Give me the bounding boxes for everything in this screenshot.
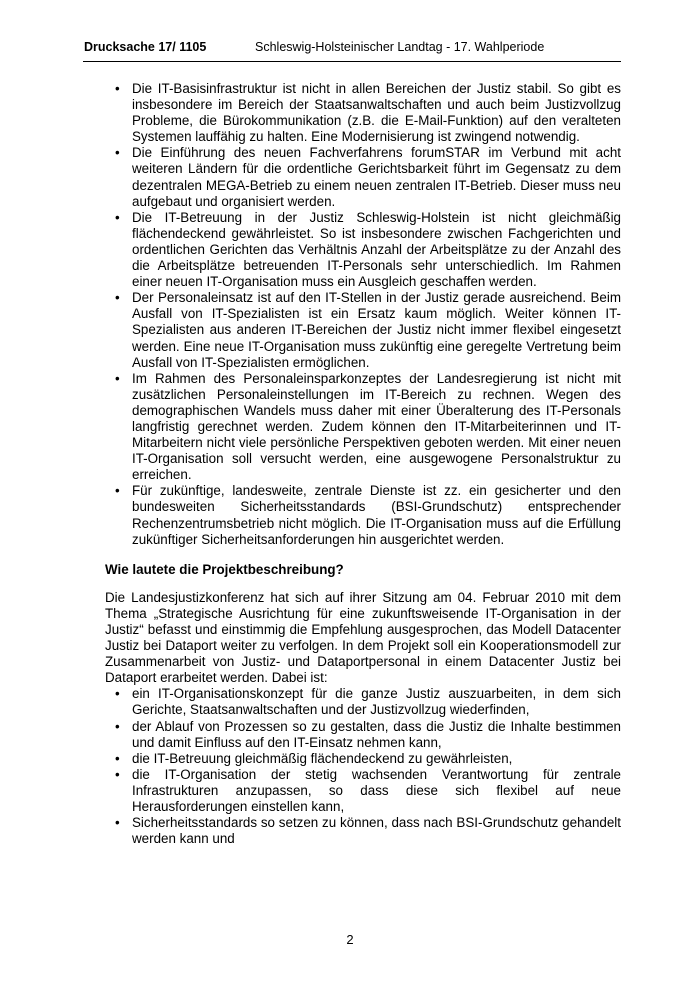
bullet-list-top — [105, 81, 621, 548]
list-item: • die IT-Organisation der stetig wachsenden Verantwortung für zentrale Infrastrukturen anzupassen, so dass diese sich flexibel auf neue Herausforderungen einstellen kann, — [105, 767, 621, 815]
list-item: • Sicherheitsstandards so setzen zu können, dass nach BSI-Grundschutz gehandelt werden kann und — [105, 815, 621, 847]
list-item: • der Ablauf von Prozessen so zu gestalten, dass die Justiz die Inhalte bestimmen und damit Einfluss auf den IT-Einsatz nehmen kann, — [105, 719, 621, 751]
list-item: • Im Rahmen des Personaleinsparkonzeptes der Landesregierung ist nicht mit zusätzlichen Personaleinstellungen im IT-Bereich zu rechnen. Wegen des demographischen Wandels muss daher mit einer Überalterung des IT-Personals langfristig gerechnet werden. Zudem können den IT-Mitarbeiterinnen und IT-Mitarbeitern nicht viele persönliche Perspektiven geboten werden. Mit einer neuen IT-Organisation soll versucht werden, eine ausgewogene Personalstruktur zu erreichen. — [105, 371, 621, 484]
document-body — [105, 81, 621, 847]
list-item: • Für zukünftige, landesweite, zentrale Dienste ist zz. ein gesicherter und den bundesweiten Sicherheitsstandards (BSI-Grundschutz) entsprechender Rechenzentrumsbetrieb nicht möglich. Die IT-Organisation muss auf die Erfüllung zukünftiger Sicherheitsanforderungen hin ausgerichtet werden. — [105, 483, 621, 547]
drucksache-number: Drucksache 17/ 1105 — [84, 40, 207, 54]
section-heading: Wie lautete die Projektbeschreibung? — [105, 561, 344, 577]
page-header — [83, 35, 621, 62]
list-item: • Die Einführung des neuen Fachverfahrens forumSTAR im Verbund mit acht weiteren Ländern für die ordentliche Gerichtsbarkeit führt im Gegensatz zu dem dezentralen MEGA-Betrieb zu einem neuen zentralen IT-Betrieb. Dieser muss neu aufgebaut und organisiert werden. — [105, 145, 621, 209]
list-item: • ein IT-Organisationskonzept für die ganze Justiz auszuarbeiten, in dem sich Gerichte, Staatsanwaltschaften und der Justizvollzug wiederfinden, — [105, 686, 621, 718]
list-item: • die IT-Betreuung gleichmäßig flächendeckend zu gewährleisten, — [105, 751, 621, 767]
parliament-title: Schleswig-Holsteinischer Landtag - 17. Wahlperiode — [255, 40, 545, 54]
bullet-list-bottom — [105, 686, 621, 847]
list-item: • Die IT-Betreuung in der Justiz Schleswig-Holstein ist nicht gleichmäßig flächendeckend gewährleistet. So ist insbesondere zwischen Fachgerichten und ordentlichen Gerichten das Verhältnis Anzahl der Arbeitsplätze zu der Anzahl des die Arbeitsplätze betreuenden IT-Personals sehr unterschiedlich. Im Rahmen einer neuen IT-Organisation muss ein Ausgleich geschaffen werden. — [105, 210, 621, 290]
intro-paragraph: Die Landesjustizkonferenz hat sich auf ihrer Sitzung am 04. Februar 2010 mit dem Thema „Strategische Ausrichtung für eine zukunftsweisende IT-Organisation in der Justiz“ befasst und einstimmig die Empfehlung ausgesprochen, das Modell Datacenter Justiz bei Dataport weiter zu verfolgen. In dem Projekt soll ein Kooperationsmodell zur Zusammenarbeit von Justiz- und Dataportpersonal in einem Datacenter Justiz bei Dataport erarbeitet werden. Dabei ist: — [105, 589, 621, 686]
list-item: • Der Personaleinsatz ist auf den IT-Stellen in der Justiz gerade ausreichend. Beim Ausfall von IT-Spezialisten ist ein Ersatz kaum möglich. Weiter können IT-Spezialisten aus anderen IT-Bereichen der Justiz nicht immer flexibel eingesetzt werden. Eine neue IT-Organisation muss zukünftig eine geregelte Vertretung beim Ausfall von IT-Spezialisten ermöglichen. — [105, 290, 621, 370]
page-number: 2 — [346, 932, 354, 947]
list-item: • Die IT-Basisinfrastruktur ist nicht in allen Bereichen der Justiz stabil. So gibt es insbesondere im Bereich der Staatsanwaltschaften und auch beim Justizvollzug Probleme, die Bürokommunikation (z.B. die E-Mail-Funktion) auf den veralteten Systemen lauffähig zu halten. Eine Modernisierung ist zwingend notwendig. — [105, 81, 621, 145]
